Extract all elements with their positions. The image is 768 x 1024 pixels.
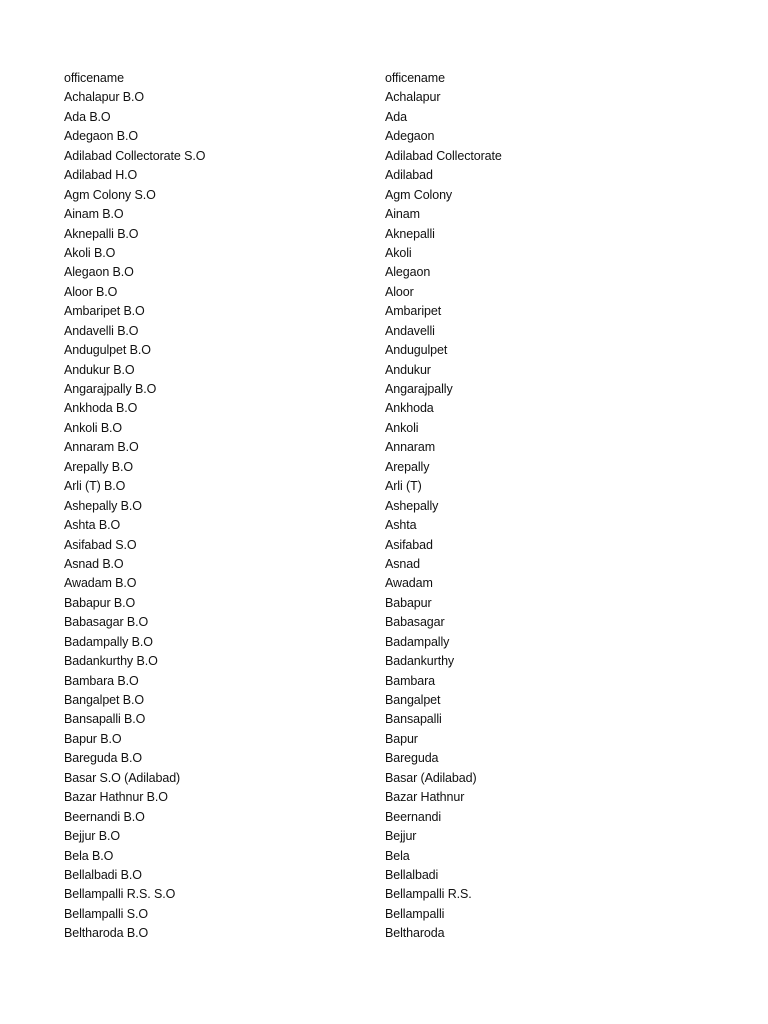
place-name-cell: Babasagar — [385, 615, 445, 630]
place-name-cell: Bangalpet — [385, 693, 441, 707]
place-name-cell: Adilabad Collectorate — [385, 148, 502, 163]
office-name-cell: Bellalbadi B.O — [64, 867, 142, 882]
office-name-cell: Angarajpally B.O — [64, 382, 157, 396]
place-name-cell: Alegaon — [385, 265, 431, 280]
place-name-cell: Andavelli — [385, 323, 435, 338]
place-name-cell: Beltharoda — [385, 926, 445, 941]
place-name-cell: Bellalbadi — [385, 867, 439, 882]
office-name-cell: Andukur B.O — [64, 362, 135, 377]
office-name-cell: Bejjur B.O — [64, 829, 120, 844]
place-name-cell: Badampally — [385, 634, 450, 649]
office-name-column — [64, 69, 364, 944]
place-name-cell: Adegaon — [385, 129, 435, 144]
office-name-cell: Ainam B.O — [64, 207, 124, 222]
place-name-cell: Agm Colony — [385, 187, 453, 202]
office-name-cell: Awadam B.O — [64, 576, 137, 591]
office-name-cell: Ashta B.O — [64, 518, 121, 533]
office-name-cell: Andavelli B.O — [64, 323, 139, 338]
place-name-cell: Andukur — [385, 362, 431, 377]
place-name-cell: Bansapalli — [385, 712, 442, 727]
office-name-cell: Asifabad S.O — [64, 537, 137, 552]
place-name-cell: Ada — [385, 109, 407, 124]
office-name-cell: Aloor B.O — [64, 284, 118, 299]
place-name-cell: Ankhoda — [385, 401, 434, 416]
office-name-cell: Badankurthy B.O — [64, 654, 158, 669]
place-name-cell: Ashepally — [385, 498, 439, 513]
place-name-cell: Bellampalli — [385, 906, 445, 921]
place-name-cell: Ankoli — [385, 420, 419, 435]
office-name-cell: Adilabad H.O — [64, 168, 138, 183]
office-name-cell: Bangalpet B.O — [64, 693, 145, 707]
office-name-cell: Bareguda B.O — [64, 751, 143, 766]
place-name-cell: Bejjur — [385, 829, 417, 844]
place-name-cell: Ashta — [385, 518, 417, 533]
office-name-cell: Ada B.O — [64, 109, 111, 124]
office-name-cell: Bazar Hathnur B.O — [64, 790, 168, 805]
office-name-cell: Babasagar B.O — [64, 615, 149, 630]
place-name-cell: Andugulpet — [385, 343, 448, 358]
office-name-cell: Arepally B.O — [64, 459, 133, 474]
office-name-cell: Adilabad Collectorate S.O — [64, 148, 206, 163]
office-name-cell: Annaram B.O — [64, 440, 139, 455]
place-name-cell: Ainam — [385, 207, 420, 222]
place-name-cell: Adilabad — [385, 168, 433, 183]
place-name-cell: Bambara — [385, 673, 436, 688]
office-name-cell: Ashepally B.O — [64, 498, 142, 513]
office-name-cell: Arli (T) B.O — [64, 479, 126, 494]
place-name-column — [385, 69, 685, 944]
place-name-cell: Asnad — [385, 556, 420, 571]
office-name-cell: Bansapalli B.O — [64, 712, 146, 727]
place-name-cell: Awadam — [385, 576, 433, 591]
place-name-cell: Badankurthy — [385, 654, 455, 669]
place-name-cell: Arli (T) — [385, 479, 422, 494]
place-name-cell: Babapur — [385, 595, 432, 610]
office-name-cell: Andugulpet B.O — [64, 343, 151, 358]
place-name-cell: Bazar Hathnur — [385, 790, 465, 805]
place-name-cell: Bapur — [385, 731, 418, 746]
office-name-cell: Ambaripet B.O — [64, 304, 145, 319]
place-name-cell: Bareguda — [385, 751, 439, 766]
office-name-cell: Bellampalli R.S. S.O — [64, 887, 176, 902]
office-name-cell: Bambara B.O — [64, 673, 139, 688]
office-name-cell: Akoli B.O — [64, 245, 116, 260]
office-name-cell: Badampally B.O — [64, 634, 153, 649]
place-name-cell: Basar (Adilabad) — [385, 770, 477, 785]
office-name-cell: Agm Colony S.O — [64, 187, 156, 202]
office-name-cell: Ankhoda B.O — [64, 401, 138, 416]
office-name-cell: Bellampalli S.O — [64, 906, 148, 921]
place-name-cell: Bela — [385, 848, 410, 863]
office-name-cell: Ankoli B.O — [64, 420, 123, 435]
office-name-cell: Bapur B.O — [64, 731, 122, 746]
place-name-cell: Arepally — [385, 459, 430, 474]
place-name-cell: Annaram — [385, 440, 436, 455]
place-name-cell: Aloor — [385, 284, 414, 299]
office-name-cell: Beernandi B.O — [64, 809, 145, 824]
place-name-cell: Achalapur — [385, 90, 441, 105]
office-name-cell: Basar S.O (Adilabad) — [64, 770, 181, 785]
office-name-cell: Achalapur B.O — [64, 90, 144, 105]
office-name-cell: Beltharoda B.O — [64, 926, 149, 941]
place-name-cell: Angarajpally — [385, 382, 453, 396]
office-name-cell: Alegaon B.O — [64, 265, 134, 280]
place-name-cell: Aknepalli — [385, 226, 435, 241]
office-name-cell: Asnad B.O — [64, 556, 124, 571]
place-name-cell: Asifabad — [385, 537, 433, 552]
office-name-cell: Adegaon B.O — [64, 129, 138, 144]
place-name-cell: Ambaripet — [385, 304, 442, 319]
place-name-cell: Bellampalli R.S. — [385, 887, 472, 902]
office-name-cell: Aknepalli B.O — [64, 226, 139, 241]
column-header: officename — [64, 71, 124, 85]
place-name-cell: Akoli — [385, 245, 412, 260]
office-name-cell: Bela B.O — [64, 848, 114, 863]
office-name-cell: Babapur B.O — [64, 595, 136, 610]
column-header: officename — [385, 71, 445, 85]
place-name-cell: Beernandi — [385, 809, 442, 824]
